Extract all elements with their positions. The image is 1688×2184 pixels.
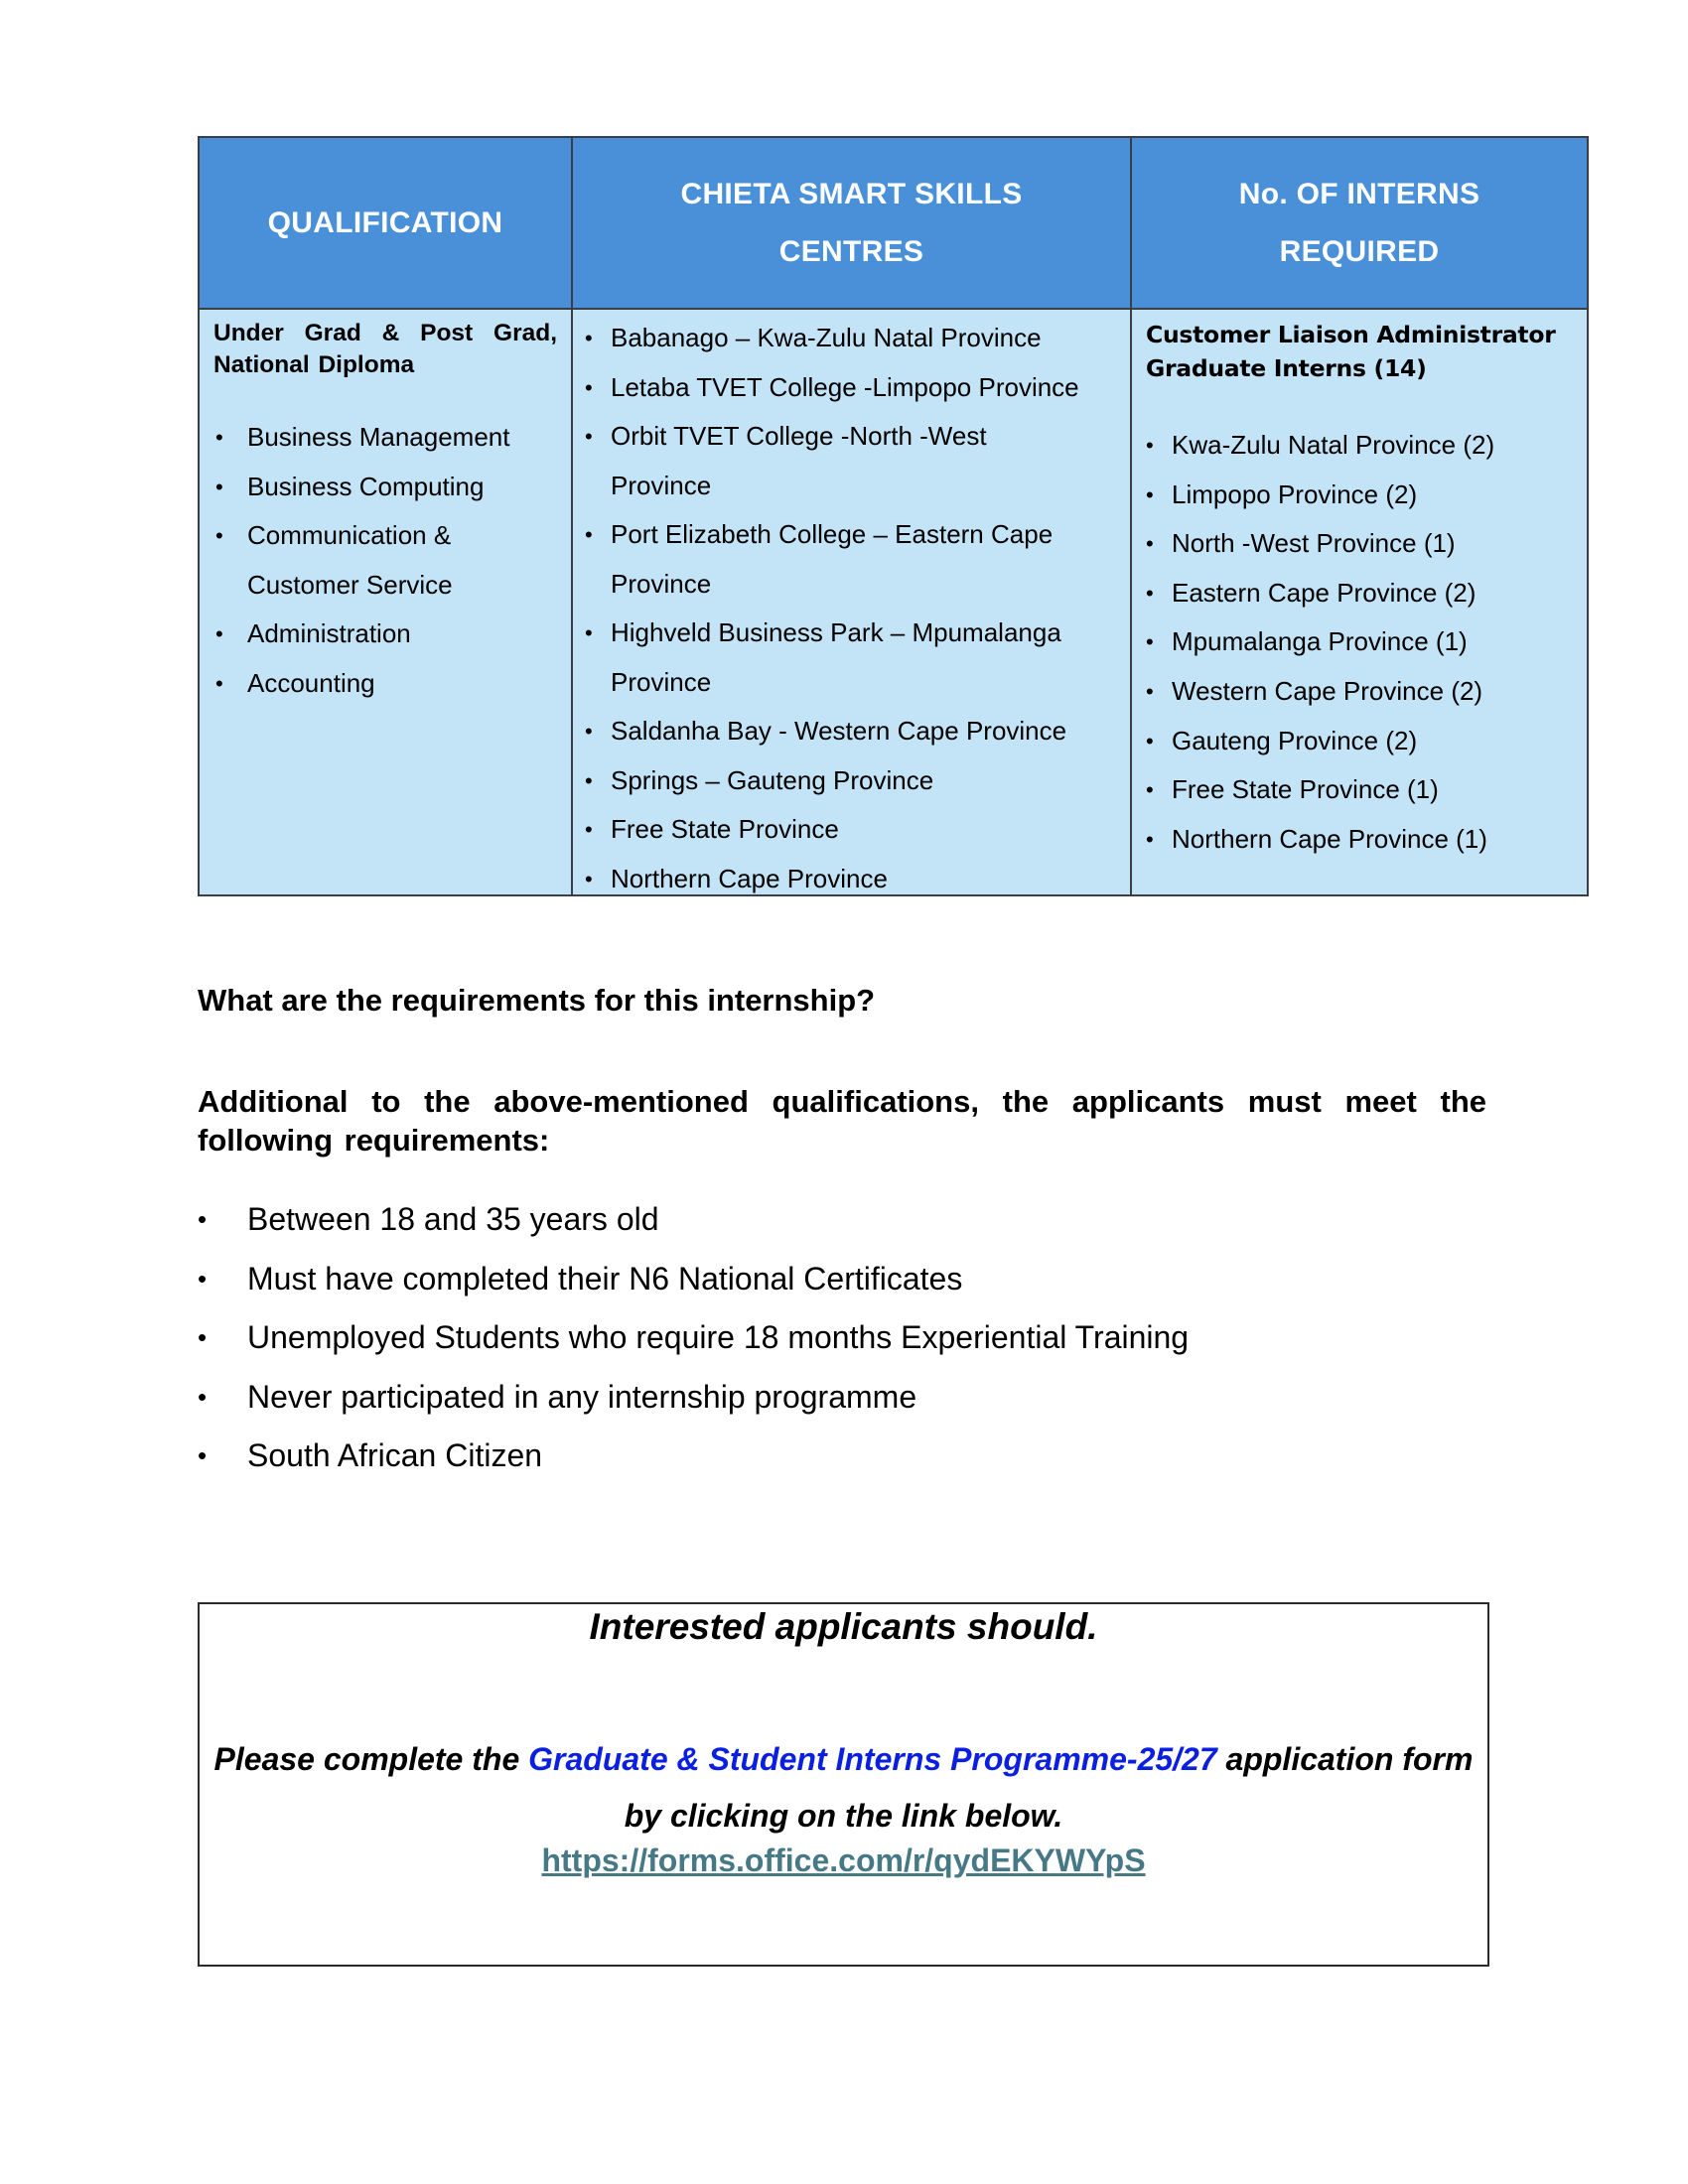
- list-item-text: Between 18 and 35 years old: [247, 1201, 659, 1237]
- list-item-text: Mpumalanga Province (1): [1172, 626, 1468, 657]
- list-item: [198, 1256, 1189, 1315]
- list-item: [585, 707, 1101, 756]
- requirements-intro: Additional to the above-mentioned qualifications, the applicants must meet the following requirements:: [198, 1084, 1486, 1158]
- bullet-icon: •: [585, 326, 593, 350]
- header-centres: [573, 138, 1130, 308]
- list-item-text: Administration: [247, 618, 411, 648]
- bullet-icon: •: [585, 374, 593, 400]
- bullet-icon: •: [1146, 580, 1154, 606]
- qualification-heading: Under Grad & Post Grad, National Diploma: [213, 320, 557, 378]
- programme-name: Graduate & Student Interns Programme-25/27: [528, 1741, 1217, 1777]
- list-item: [585, 412, 1048, 510]
- table-header-row: [200, 138, 1587, 310]
- requirements-list: [198, 1196, 1189, 1492]
- header-centres-line1: CHIETA SMART SKILLS: [680, 177, 1023, 210]
- list-item-text: Accounting: [247, 667, 375, 698]
- list-item: [585, 756, 1101, 806]
- list-item: [1146, 815, 1587, 865]
- list-item-text: Communication & Customer Service: [247, 520, 453, 600]
- list-item: [1146, 569, 1587, 618]
- list-item-text: Business Computing: [247, 471, 485, 501]
- header-qualification-text: QUALIFICATION: [267, 205, 503, 239]
- column-divider: [571, 310, 573, 894]
- list-item: [1146, 421, 1587, 471]
- header-interns: [1132, 138, 1587, 308]
- list-item: [585, 363, 1101, 413]
- bullet-icon: •: [585, 719, 593, 744]
- bullet-icon: •: [215, 670, 223, 696]
- bullet-icon: •: [585, 767, 593, 793]
- list-item-text: Free State Province: [611, 814, 839, 844]
- list-item-text: Highveld Business Park – Mpumalanga Province: [611, 617, 1061, 697]
- list-item: [1146, 717, 1587, 766]
- list-item: [1146, 667, 1587, 717]
- bullet-icon: •: [198, 1381, 208, 1412]
- application-title: Interested applicants should.: [589, 1606, 1098, 1647]
- list-item: [1146, 519, 1587, 569]
- list-item: [585, 609, 1117, 707]
- list-item: [585, 314, 1101, 363]
- bullet-icon: •: [1146, 678, 1154, 704]
- bullet-icon: •: [215, 474, 223, 499]
- list-item-text: Babanago – Kwa-Zulu Natal Province: [611, 323, 1042, 352]
- list-item-text: Saldanha Bay - Western Cape Province: [611, 716, 1067, 746]
- bullet-icon: •: [585, 817, 593, 842]
- list-item: [198, 1314, 1189, 1374]
- list-item-text: Must have completed their N6 National Certificates: [247, 1260, 963, 1297]
- internship-table: [198, 136, 1589, 896]
- list-item-text: Limpopo Province (2): [1172, 478, 1418, 509]
- column-divider: [571, 138, 573, 308]
- bullet-icon: •: [1146, 826, 1154, 852]
- list-item-text: Western Cape Province (2): [1172, 675, 1483, 706]
- list-item-text: South African Citizen: [247, 1437, 543, 1474]
- bullet-icon: •: [1146, 629, 1154, 655]
- header-interns-line1: No. OF INTERNS: [1238, 177, 1480, 210]
- list-item: [585, 855, 1101, 904]
- list-item-text: Unemployed Students who require 18 months Experiential Training: [247, 1319, 1190, 1356]
- bullet-icon: •: [585, 866, 593, 891]
- list-item: [198, 1196, 1189, 1256]
- list-item: [1146, 617, 1587, 667]
- list-item: [213, 659, 557, 709]
- interns-cell: [1132, 310, 1587, 894]
- list-item-text: Business Management: [247, 422, 510, 452]
- list-item-text: Gauteng Province (2): [1172, 725, 1418, 755]
- bullet-icon: •: [198, 1322, 208, 1353]
- list-item-text: Orbit TVET College -North -West Province: [611, 421, 987, 500]
- list-item-text: Springs – Gauteng Province: [611, 764, 934, 795]
- interns-list: [1146, 421, 1587, 864]
- list-item: [198, 1433, 1189, 1492]
- instructions-text-after: application form by clicking on the link below.: [624, 1741, 1474, 1834]
- list-item: [1146, 765, 1587, 815]
- interns-heading: Customer Liaison Administrator Graduate Interns (14): [1146, 321, 1556, 382]
- bullet-icon: •: [215, 621, 223, 646]
- column-divider: [1130, 310, 1132, 894]
- bullet-icon: •: [1146, 728, 1154, 753]
- application-box: [198, 1602, 1489, 1967]
- instructions-text-before: Please complete the: [213, 1741, 529, 1777]
- list-item: [198, 1374, 1189, 1433]
- bullet-icon: •: [1146, 777, 1154, 803]
- list-item-text: Never participated in any internship programme: [247, 1378, 917, 1415]
- bullet-icon: •: [198, 1204, 208, 1234]
- bullet-icon: •: [585, 620, 593, 645]
- bullet-icon: •: [1146, 481, 1154, 507]
- application-link-row: [200, 1843, 1487, 1879]
- table-body-row: [200, 310, 1587, 894]
- bullet-icon: •: [585, 522, 593, 547]
- list-item-text: Kwa-Zulu Natal Province (2): [1172, 430, 1495, 460]
- list-item-text: Letaba TVET College -Limpopo Province: [611, 371, 1079, 402]
- centres-cell: [573, 310, 1130, 894]
- list-item-text: Free State Province (1): [1172, 774, 1439, 805]
- list-item: [1146, 471, 1587, 520]
- list-item-text: Eastern Cape Province (2): [1172, 577, 1477, 608]
- list-item-text: North -West Province (1): [1172, 528, 1456, 559]
- list-item: [213, 610, 557, 659]
- bullet-icon: •: [198, 1440, 208, 1471]
- application-form-link[interactable]: https://forms.office.com/r/qydEKYWYpS: [541, 1843, 1146, 1878]
- requirements-heading: What are the requirements for this internship?: [198, 983, 876, 1018]
- list-item-text: Northern Cape Province: [611, 863, 888, 893]
- column-divider: [1130, 138, 1132, 308]
- bullet-icon: •: [1146, 531, 1154, 557]
- bullet-icon: •: [215, 425, 223, 450]
- header-centres-line2: CENTRES: [778, 234, 924, 268]
- list-item-text: Port Elizabeth College – Eastern Cape Province: [611, 519, 1054, 599]
- bullet-icon: •: [198, 1263, 208, 1294]
- qualification-cell: [200, 310, 571, 894]
- list-item: [213, 463, 557, 512]
- bullet-icon: •: [585, 424, 593, 449]
- list-item: [585, 510, 1107, 609]
- qualification-list: [213, 413, 557, 708]
- bullet-icon: •: [1146, 433, 1154, 458]
- header-interns-line2: REQUIRED: [1279, 234, 1440, 268]
- centres-list: [585, 314, 1101, 903]
- application-instructions: [200, 1731, 1487, 1844]
- list-item-text: Northern Cape Province (1): [1172, 823, 1487, 854]
- list-item: [213, 413, 557, 463]
- list-item: [213, 511, 557, 610]
- list-item: [585, 805, 1101, 855]
- header-qualification: [200, 138, 571, 308]
- bullet-icon: •: [215, 523, 223, 548]
